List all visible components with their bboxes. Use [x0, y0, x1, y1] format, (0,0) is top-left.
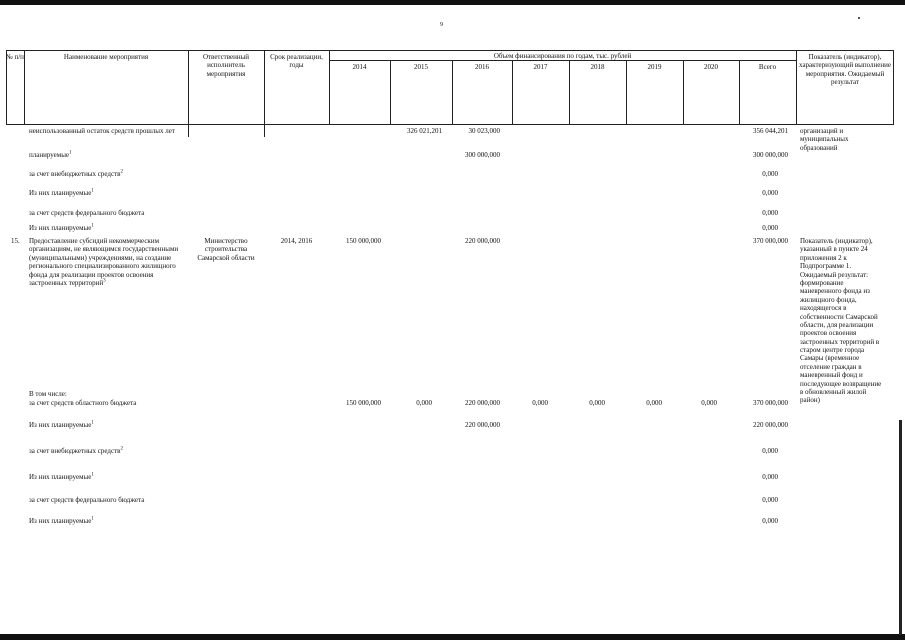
table-cell-value: 0,000 [416, 399, 432, 407]
table-cell-total: 300 000,000 [753, 151, 788, 159]
header-num: № п/п [6, 53, 24, 61]
header-year-total: Всего [758, 63, 777, 71]
item-responsible: Министерство строительства Самарской области [197, 237, 255, 262]
table-cell-value: 326 021,201 [407, 127, 442, 135]
table-cell-value: 30 023,000 [468, 127, 500, 135]
header-year-2020: 2020 [704, 63, 718, 71]
table-row-label: Из них планируемые$^1$ [29, 516, 94, 525]
item-indicator: Показатель (индикатор), указанный в пункте 24 приложения 2 к Подпрограмме 1. Ожидаемый результат: формирование маневренного фонда из жилищного фонда, находящегося в собственности Самарской области, для реализации проектов освоения застроенных территорий в старом центре города Самары (временное отселение граждан в маневренный фонд и последующее возвращение в обновленный жилой район) [800, 237, 882, 405]
table-row-label: Из них планируемые$^1$ [29, 188, 94, 197]
header-period: Срок реализации, годы [270, 53, 323, 70]
table-cell-total: 0,000 [762, 170, 778, 178]
table-row-label: Из них планируемые$^1$ [29, 472, 94, 481]
header-responsible: Ответственный исполнитель мероприятия [202, 53, 250, 78]
table-row-label: за счет внебюджетных средств$^2$ [29, 446, 123, 455]
including-label: В том числе: [29, 390, 67, 398]
table-row-label: планируемые$^1$ [29, 150, 72, 159]
header-year-2019: 2019 [647, 63, 662, 71]
table-row-label: Из них планируемые$^1$ [29, 420, 94, 429]
table-row-label: за счет средств областного бюджета [29, 399, 137, 407]
header-year-2018: 2018 [590, 63, 605, 71]
item-period: 2014, 2016 [280, 237, 313, 245]
table-cell-total: 0,000 [762, 224, 778, 232]
table-cell-total: 0,000 [762, 473, 778, 481]
table-row-label: неиспользованный остаток средств прошлых лет [29, 127, 175, 135]
table-cell-total: 370 000,000 [753, 237, 788, 245]
table-cell-total: 0,000 [762, 209, 778, 217]
table-cell-total: 370 000,000 [753, 399, 788, 407]
header-finance: Объем финансирования по годам, тыс. рублей [493, 52, 632, 60]
scan-bottom-border [0, 634, 905, 640]
table-row-label: за счет средств федерального бюджета [29, 496, 145, 504]
header-indicator: Показатель (индикатор), характеризующий выполнение мероприятия. Ожидаемый результат [799, 53, 891, 87]
scan-right-edge [899, 420, 902, 635]
table-cell-value: 0,000 [701, 399, 717, 407]
table-cell-value: 220 000,000 [465, 237, 500, 245]
header-year-2016: 2016 [475, 63, 489, 71]
scan-speck [858, 17, 860, 19]
table-cell-total: 0,000 [762, 189, 778, 197]
table-cell-value: 220 000,000 [465, 421, 500, 429]
table-cell-total: 220 000,000 [753, 421, 788, 429]
table-cell-value: 150 000,000 [346, 399, 381, 407]
indicator-text: организаций и муниципальных образований [800, 127, 849, 152]
table-cell-total: 0,000 [762, 496, 778, 504]
header-year-2014: 2014 [352, 63, 367, 71]
table-row-label: Из них планируемые$^1$ [29, 223, 94, 232]
table-cell-value: 0,000 [646, 399, 662, 407]
table-cell-value: 300 000,000 [465, 151, 500, 159]
header-year-2015: 2015 [414, 63, 428, 71]
page-number: 9 [440, 22, 443, 28]
table-row-label: за счет средств федерального бюджета [29, 209, 145, 217]
item-name: Предоставление субсидий некоммерческим организациям, не являющимся государственными (муниципальными) учреждениями, на создание регионального специализированного жилищного фонда для реализации проектов освоения застроенных территорий$^3$ [29, 237, 179, 287]
table-cell-total: 356 044,201 [753, 127, 788, 135]
table-row-label: за счет внебюджетных средств$^2$ [29, 169, 123, 178]
table-cell-total: 0,000 [762, 447, 778, 455]
header-name: Наименование мероприятия [63, 53, 149, 61]
table-cell-value: 150 000,000 [346, 237, 381, 245]
table-cell-total: 0,000 [762, 517, 778, 525]
header-year-2017: 2017 [533, 63, 548, 71]
table-cell-value: 0,000 [589, 399, 605, 407]
table-cell-value: 0,000 [532, 399, 548, 407]
scan-top-border [0, 0, 905, 5]
table-cell-value: 220 000,000 [465, 399, 500, 407]
item-number: 15. [11, 237, 20, 245]
